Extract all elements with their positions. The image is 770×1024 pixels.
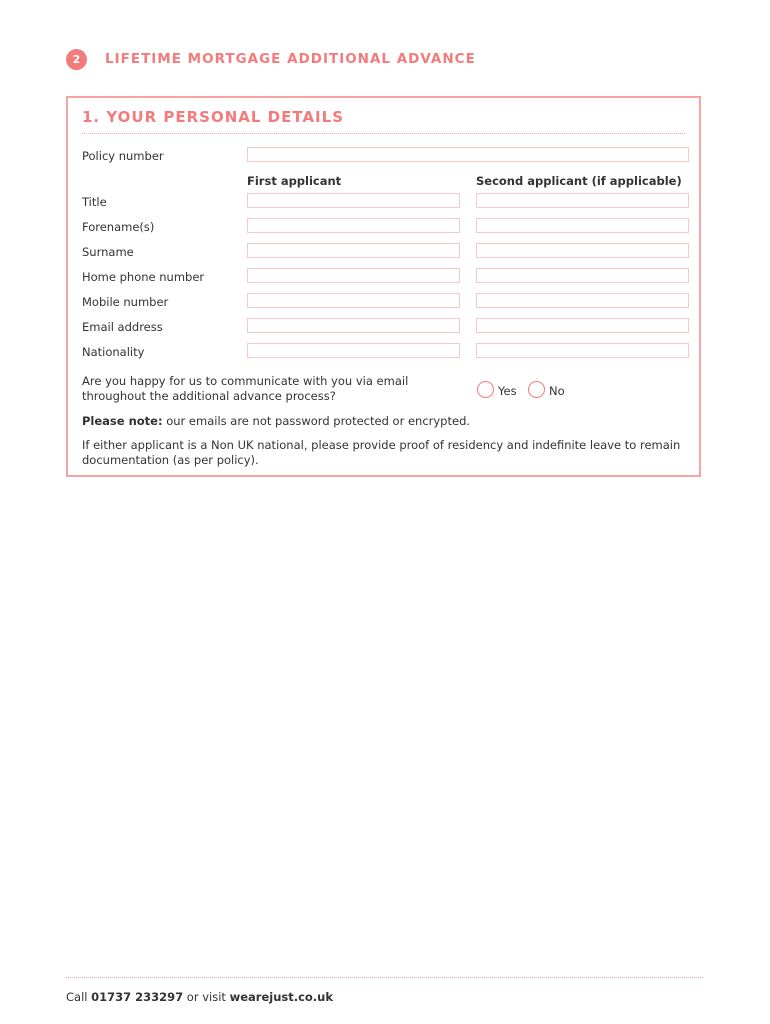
email-consent-question <box>82 374 408 404</box>
first-applicant-forename-field[interactable] <box>247 218 460 233</box>
first-applicant-mobile-field[interactable] <box>247 293 460 308</box>
first-applicant-email-field[interactable] <box>247 318 460 333</box>
page-header <box>66 48 476 70</box>
second-applicant-nationality-field[interactable] <box>476 343 689 358</box>
title-label: Title <box>82 195 107 209</box>
document-title: LIFETIME MORTGAGE ADDITIONAL ADVANCE <box>105 51 476 67</box>
first-applicant-surname-field[interactable] <box>247 243 460 258</box>
footer-website-link[interactable]: wearejust.co.uk <box>229 990 334 1004</box>
footer-middle: or visit <box>183 990 230 1004</box>
first-applicant-home-phone-field[interactable] <box>247 268 460 283</box>
second-applicant-forename-field[interactable] <box>476 218 689 233</box>
email-question-line2: throughout the additional advance process? <box>82 389 336 403</box>
yes-label: Yes <box>498 384 517 398</box>
first-applicant-title-field[interactable] <box>247 193 460 208</box>
non-uk-note <box>82 438 682 468</box>
policy-number-label: Policy number <box>82 149 164 163</box>
second-applicant-surname-field[interactable] <box>476 243 689 258</box>
section-divider <box>82 133 685 134</box>
footer-phone[interactable]: 01737 233297 <box>91 990 184 1004</box>
footer-prefix: Call <box>66 990 92 1004</box>
home-phone-label: Home phone number <box>82 270 205 284</box>
first-applicant-nationality-field[interactable] <box>247 343 460 358</box>
first-applicant-heading: First applicant <box>247 174 342 188</box>
nationality-label: Nationality <box>82 345 145 359</box>
second-applicant-home-phone-field[interactable] <box>476 268 689 283</box>
email-security-note <box>82 414 682 429</box>
no-label: No <box>549 384 565 398</box>
surname-label: Surname <box>82 245 134 259</box>
non-uk-line2: documentation (as per policy). <box>82 453 259 467</box>
second-applicant-mobile-field[interactable] <box>476 293 689 308</box>
second-applicant-heading: Second applicant (if applicable) <box>476 174 682 188</box>
page-number-badge: 2 <box>66 49 87 70</box>
footer-divider <box>66 977 703 978</box>
note-text: our emails are not password protected or encrypted. <box>162 414 471 428</box>
policy-number-field[interactable] <box>247 147 689 162</box>
non-uk-line1: If either applicant is a Non UK national, please provide proof of residency and indefinite leave to remain <box>82 438 681 452</box>
note-bold: Please note: <box>82 414 163 428</box>
section-title: 1. YOUR PERSONAL DETAILS <box>82 108 344 126</box>
footer-contact <box>66 990 333 1004</box>
forename-label: Forename(s) <box>82 220 155 234</box>
email-label: Email address <box>82 320 163 334</box>
mobile-label: Mobile number <box>82 295 169 309</box>
email-consent-yes-radio[interactable] <box>477 381 494 398</box>
email-consent-no-radio[interactable] <box>528 381 545 398</box>
personal-details-panel <box>66 96 701 477</box>
second-applicant-email-field[interactable] <box>476 318 689 333</box>
second-applicant-title-field[interactable] <box>476 193 689 208</box>
email-question-line1: Are you happy for us to communicate with you via email <box>82 374 409 388</box>
